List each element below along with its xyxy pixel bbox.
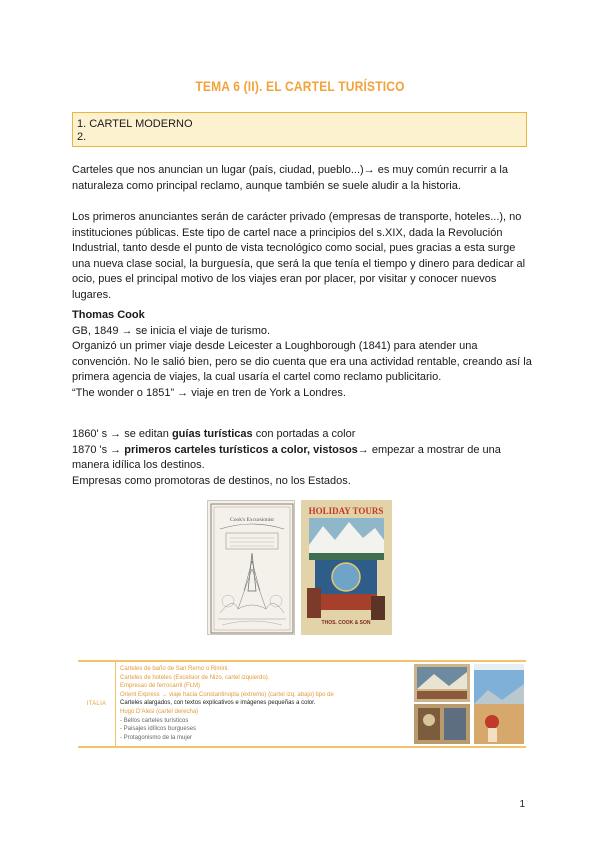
timeline-line: 1870 's → primeros carteles turísticos a color, vistosos→ empezar a mostrar de una manera idílica los destinos. — [72, 443, 501, 471]
page-number: 1 — [519, 799, 525, 810]
italia-line: - Bellos carteles turísticos — [120, 717, 189, 724]
text-line: “The wonder o 1851” → viaje en tren de York a Londres. — [72, 386, 346, 399]
italia-line: - Paisajes idílicos burgueses — [120, 726, 197, 733]
timeline-section — [72, 427, 532, 489]
page-title: TEMA 6 (II). EL CARTEL TURÍSTICO — [195, 78, 405, 94]
thomas-cook-section — [72, 308, 532, 401]
italia-line: Hugo D'Alesi (cartel derecha) — [120, 708, 199, 715]
italia-line: Orient Express → viaje hacia Constantinopla (extremo) (cartel izq. abajo) tipo de — [120, 691, 334, 698]
poster-caption: THOS. COOK & SON — [321, 620, 371, 626]
italia-line: Carteles de baño de San Remo o Rimini. — [120, 666, 230, 672]
italia-line: Carteles alargados, con textos explicativos e imágenes pequeñas a color. — [120, 700, 316, 707]
index-box — [72, 112, 527, 147]
timeline-line: Empresas como promotoras de destinos, no los Estados. — [72, 474, 351, 487]
italia-poster-thumb-2 — [414, 704, 470, 744]
poster-title: HOLIDAY TOURS — [308, 506, 384, 516]
text-line: Organizó un primer viaje desde Leicester a Loughborough (1841) para atender una convención. No le salió bien, pero se dio cuenta que era una actividad rentable, creando así la primera agencia de viajes, la cual usaría el cartel como reclamo publicitario. — [72, 340, 532, 383]
italia-line: Empresas de ferrocarril (FLM) — [120, 683, 201, 690]
italia-poster-thumb-3 — [474, 664, 524, 744]
italia-poster-thumb-1 — [414, 664, 470, 702]
italia-line: - Protagonismo de la mujer — [120, 734, 193, 741]
origins-paragraph: Los primeros anunciantes serán de carácter privado (empresas de transporte, hoteles...), no instituciones públicas. Este tipo de cartel nace a principios del s.XIX, dada la Revolución Industrial, tanto desde el punto de vista tecnológico como social, pues gracias a esta surge una nueva clase social, la burguesía, que será la que tenía el tiempo y dinero para dedicar al ocio, pues el principal motivo de los viajes eran por placer, por visitar y conocer nuevos lugares. — [72, 211, 526, 301]
timeline-line: 1860' s → se editan guías turísticas con portadas a color — [72, 428, 356, 440]
cooks-excursionist-cover-image — [207, 500, 295, 635]
index-item: 2. — [77, 130, 87, 143]
italia-slide-panel — [78, 660, 526, 748]
text-line: GB, 1849 → se inicia el viaje de turismo. — [72, 324, 271, 337]
italia-label: ITALIA — [78, 662, 116, 746]
index-item: 1. CARTEL MODERNO — [77, 118, 193, 130]
italia-line: Carteles de hoteles (Excelsior de Nizo, cartel izquierdo). — [120, 674, 270, 681]
guide-cover-title: Cook's Excursionist — [230, 517, 274, 523]
holiday-tours-poster-image — [301, 500, 392, 635]
italia-notes — [120, 665, 420, 742]
section-heading: Thomas Cook — [72, 309, 145, 321]
intro-paragraph: Carteles que nos anuncian un lugar (país, ciudad, pueblo...)→ es muy común recurrir a la naturaleza como principal reclamo, aunque también se suele aludir a la historia. — [72, 164, 508, 192]
